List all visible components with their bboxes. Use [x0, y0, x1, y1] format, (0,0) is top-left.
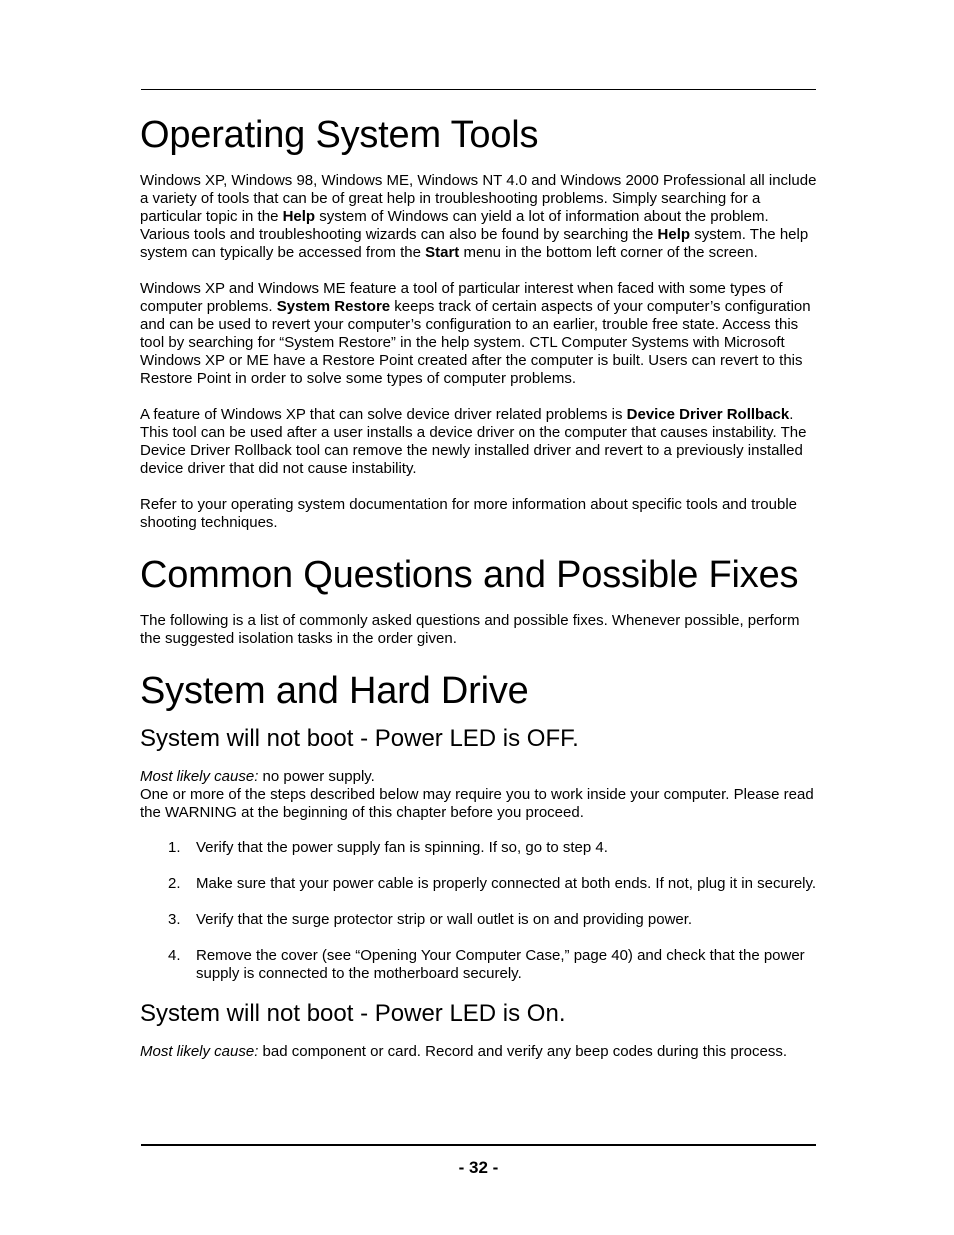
page-content — [140, 112, 820, 1061]
footer-rule — [141, 1144, 816, 1146]
os-tools-paragraph-2: Windows XP and Windows ME feature a tool of particular interest when faced with some types of computer problems. System Restore keeps track of certain aspects of your computer’s configuration and can be used to revert your computer’s configuration to an earlier, trouble free state. Access this tool by searching for “System Restore” in the help system. CTL Computer Systems with Microsoft Windows XP or ME have a Restore Point created after the computer is built. Users can revert to this Restore Point in order to solve some types of computer problems. — [140, 280, 811, 387]
step-item: 1. Verify that the power supply fan is spinning. If so, go to step 4. — [168, 839, 608, 856]
header-rule — [141, 89, 816, 90]
led-off-cause: Most likely cause: no power supply. — [140, 768, 375, 785]
os-tools-paragraph-1: Windows XP, Windows 98, Windows ME, Windows NT 4.0 and Windows 2000 Professional all include a variety of tools that can be of great help in troubleshooting problems. Simply searching for a particular topic in the Help system of Windows can yield a lot of information about the problem. Various tools and troubleshooting wizards can also be found by searching the Help system. The help system can typically be accessed from the Start menu in the bottom left corner of the screen. — [140, 172, 817, 261]
subheading-led-off: System will not boot - Power LED is OFF. — [140, 725, 579, 752]
os-tools-paragraph-3: A feature of Windows XP that can solve device driver related problems is Device Driver Rollback. This tool can be used after a user installs a device driver on the computer that causes instability. The Device Driver Rollback tool can remove the newly installed driver and revert to a previously installed device driver that did not cause instability. — [140, 406, 807, 477]
led-off-warning: One or more of the steps described below may require you to work inside your computer. Please read the WARNING at the beginning of this chapter before you proceed. — [140, 786, 814, 821]
led-off-steps — [140, 839, 820, 983]
led-on-cause: Most likely cause: bad component or card. Record and verify any beep codes during this process. — [140, 1043, 788, 1060]
subheading-led-on: System will not boot - Power LED is On. — [140, 1000, 566, 1027]
os-tools-paragraph-4: Refer to your operating system documentation for more information about specific tools and trouble shooting techniques. — [140, 496, 798, 531]
common-questions-paragraph: The following is a list of commonly asked questions and possible fixes. Whenever possible, perform the suggested isolation tasks in the order given. — [140, 612, 800, 647]
step-item: 4. Remove the cover (see “Opening Your Computer Case,” page 40) and check that the power supply is connected to the motherboard securely. — [168, 947, 805, 982]
step-item: 2. Make sure that your power cable is properly connected at both ends. If not, plug it in securely. — [168, 875, 817, 892]
heading-system-and-hard-drive: System and Hard Drive — [140, 670, 529, 712]
step-item: 3. Verify that the surge protector strip or wall outlet is on and providing power. — [168, 911, 693, 928]
heading-operating-system-tools: Operating System Tools — [140, 114, 539, 156]
heading-common-questions: Common Questions and Possible Fixes — [140, 554, 799, 596]
page-number: - 32 - — [458, 1158, 499, 1177]
